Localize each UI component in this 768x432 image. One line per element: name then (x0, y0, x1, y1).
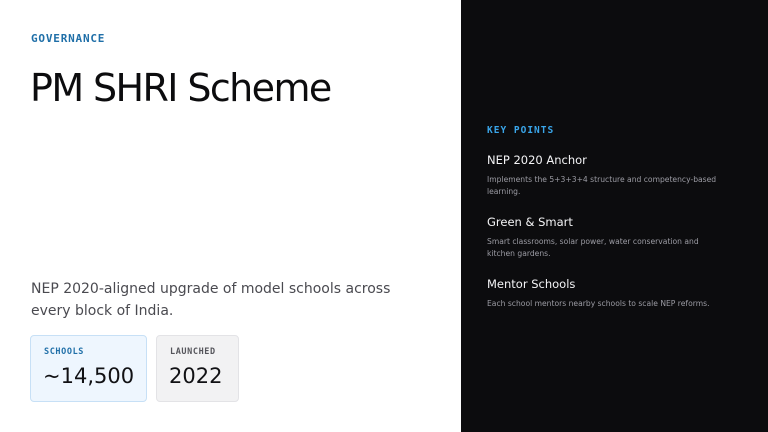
key-point-title: Green & Smart (487, 215, 573, 229)
key-points-panel (461, 0, 768, 432)
key-point-body: Each school mentors nearby schools to scale NEP reforms. (487, 299, 710, 308)
key-point-item (487, 153, 717, 198)
key-point-item (487, 215, 717, 260)
slide-description: NEP 2020-aligned upgrade of model schools across every block of India. (31, 281, 391, 319)
key-point-item (487, 277, 717, 310)
stat-card-schools (30, 335, 147, 402)
key-points-heading: KEY POINTS (487, 125, 555, 136)
slide-title: PM SHRI Scheme (30, 66, 331, 110)
key-point-title: NEP 2020 Anchor (487, 153, 587, 167)
key-point-title: Mentor Schools (487, 277, 576, 291)
stat-value: ~14,500 (43, 364, 135, 388)
key-point-body: Smart classrooms, solar power, water conservation and kitchen gardens. (487, 237, 699, 258)
stat-label: SCHOOLS (44, 347, 85, 357)
category-label: GOVERNANCE (31, 32, 106, 45)
stat-card-launched (156, 335, 239, 402)
stat-label: LAUNCHED (170, 347, 216, 357)
key-point-body: Implements the 5+3+3+4 structure and competency-based learning. (487, 175, 717, 196)
stat-value: 2022 (169, 364, 223, 388)
